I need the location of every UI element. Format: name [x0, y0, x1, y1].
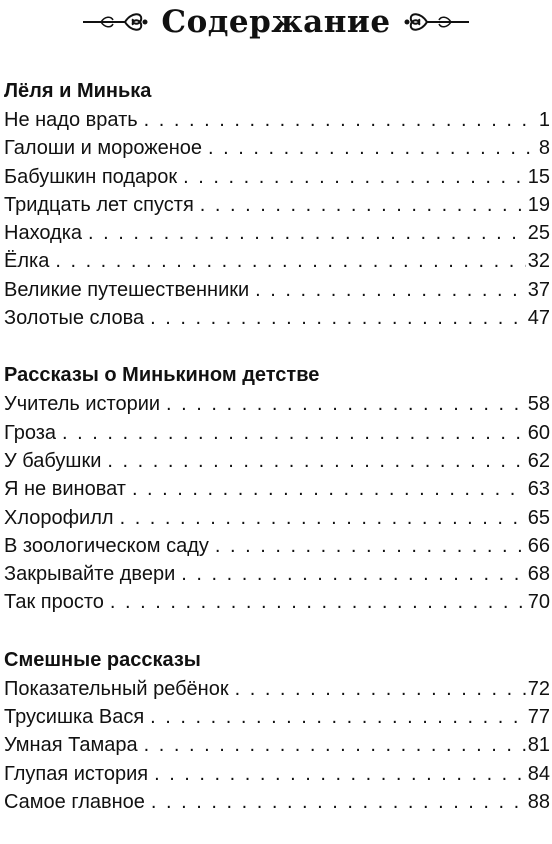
- dot-leader: [132, 475, 526, 503]
- toc-entry[interactable]: [4, 219, 550, 247]
- entry-label: Я не виноват: [4, 478, 126, 501]
- dot-leader: [208, 134, 537, 162]
- entry-page-number: 58: [527, 393, 550, 416]
- toc-section: [4, 360, 550, 616]
- toc-entry[interactable]: [4, 134, 550, 162]
- dot-leader: [154, 760, 526, 788]
- dot-leader: [55, 247, 525, 275]
- entry-label: Находка: [4, 222, 83, 245]
- entry-label: Глупая история: [4, 762, 149, 785]
- dot-leader: [62, 419, 526, 447]
- dot-leader: [166, 390, 526, 418]
- dot-leader: [200, 191, 526, 219]
- section-title: Смешные рассказы: [4, 648, 201, 671]
- toc-entry[interactable]: [4, 163, 550, 191]
- entry-page-number: 25: [527, 222, 550, 245]
- entry-label: Учитель истории: [4, 393, 161, 416]
- entry-page-number: 1: [538, 109, 550, 131]
- entry-label: Так просто: [4, 591, 104, 614]
- toc-entry[interactable]: [4, 675, 550, 703]
- toc-entry[interactable]: [4, 304, 550, 332]
- toc-section: [4, 645, 550, 816]
- dot-leader: [235, 675, 526, 703]
- toc-section: [4, 76, 550, 332]
- entry-label: Трусишка Вася: [4, 706, 145, 729]
- dot-leader: [215, 532, 526, 560]
- toc-entry[interactable]: [4, 247, 550, 275]
- dot-leader: [255, 276, 526, 304]
- dot-leader: [183, 163, 526, 191]
- dot-leader: [181, 560, 526, 588]
- toc-entry[interactable]: [4, 703, 550, 731]
- dot-leader: [150, 703, 526, 731]
- entry-page-number: 63: [527, 478, 550, 501]
- toc-entry[interactable]: [4, 588, 550, 616]
- dot-leader: [144, 731, 526, 759]
- entry-page-number: 66: [527, 534, 550, 557]
- dot-leader: [120, 504, 526, 532]
- entry-label: Золотые слова: [4, 307, 145, 330]
- left-flourish-ornament-icon: [81, 7, 151, 37]
- dot-leader: [150, 304, 526, 332]
- toc-entry[interactable]: [4, 276, 550, 304]
- entry-label: У бабушки: [4, 449, 102, 472]
- toc-entry[interactable]: [4, 760, 550, 788]
- toc-entry[interactable]: [4, 560, 550, 588]
- entry-page-number: 65: [527, 506, 550, 529]
- table-of-contents: [4, 76, 550, 844]
- entry-page-number: 84: [527, 762, 550, 785]
- entry-page-number: 8: [538, 137, 550, 160]
- entry-label: В зоологическом саду: [4, 534, 209, 557]
- toc-entry[interactable]: [4, 731, 550, 759]
- entry-page-number: 88: [527, 790, 550, 813]
- entry-label: Великие путешественники: [4, 278, 250, 301]
- toc-entry[interactable]: [4, 475, 550, 503]
- dot-leader: [88, 219, 526, 247]
- entry-page-number: 72: [527, 677, 550, 700]
- entry-label: Бабушкин подарок: [4, 165, 178, 188]
- toc-entry[interactable]: [4, 390, 550, 418]
- section-title: Рассказы о Минькином детстве: [4, 364, 320, 387]
- entry-label: Показательный ребёнок: [4, 677, 229, 700]
- entry-page-number: 47: [527, 307, 550, 330]
- entry-label: Тридцать лет спустя: [4, 193, 194, 216]
- toc-entry[interactable]: [4, 504, 550, 532]
- page-title: Содержание: [161, 4, 391, 40]
- toc-entry[interactable]: [4, 788, 550, 816]
- entry-label: Гроза: [4, 421, 57, 444]
- entry-label: Ёлка: [4, 250, 50, 273]
- toc-entry[interactable]: [4, 532, 550, 560]
- entry-label: Галоши и мороженое: [4, 137, 203, 160]
- entry-page-number: 15: [527, 165, 550, 188]
- entry-page-number: 32: [527, 250, 550, 273]
- toc-entry[interactable]: [4, 106, 550, 134]
- entry-page-number: 77: [527, 706, 550, 729]
- entry-page-number: 68: [527, 563, 550, 586]
- entry-page-number: 19: [527, 193, 550, 216]
- toc-entry[interactable]: [4, 447, 550, 475]
- entry-page-number: 60: [527, 421, 550, 444]
- dot-leader: [144, 106, 537, 134]
- entry-label: Умная Тамара: [4, 734, 138, 757]
- toc-entry[interactable]: [4, 191, 550, 219]
- page-header: [0, 0, 552, 44]
- entry-label: Не надо врать: [4, 109, 138, 131]
- dot-leader: [151, 788, 526, 816]
- entry-page-number: 70: [527, 591, 550, 614]
- entry-label: Самое главное: [4, 790, 145, 813]
- right-flourish-ornament-icon: [401, 7, 471, 37]
- entry-label: Хлорофилл: [4, 506, 114, 529]
- section-title: Лёля и Минька: [4, 80, 152, 102]
- entry-page-number: 81: [527, 734, 550, 757]
- dot-leader: [110, 588, 526, 616]
- toc-entry[interactable]: [4, 419, 550, 447]
- entry-page-number: 62: [527, 449, 550, 472]
- dot-leader: [107, 447, 525, 475]
- entry-label: Закрывайте двери: [4, 563, 176, 586]
- entry-page-number: 37: [527, 278, 550, 301]
